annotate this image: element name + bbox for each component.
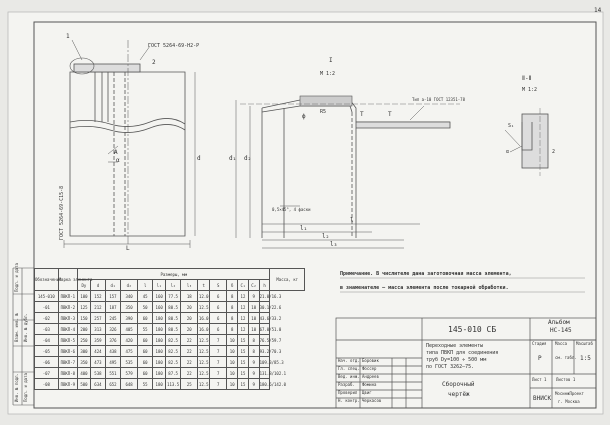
table-cell: 60 xyxy=(138,357,153,368)
dimensions-table xyxy=(34,268,305,390)
table-cell: -07 xyxy=(35,368,59,379)
drawing-code: 145-010 СБ xyxy=(448,325,497,334)
signer-role: Н. контр. xyxy=(338,398,360,403)
table-cell: 180 xyxy=(153,324,166,335)
dim-col-header: d₂ xyxy=(120,280,137,291)
table-cell: 8 xyxy=(227,291,238,302)
col-mass: Масса, кг xyxy=(270,269,305,291)
dim-col-header: t xyxy=(198,280,210,291)
table-cell: 55 xyxy=(138,324,153,335)
dim-L: L xyxy=(126,245,130,252)
table-cell: 9 xyxy=(248,291,259,302)
sheets-label: Листов 1 xyxy=(556,377,576,382)
table-cell: 7 xyxy=(210,379,227,390)
table-cell: 212 xyxy=(90,302,105,313)
description-3: труб Dy=100 ÷ 500 мм xyxy=(426,357,487,363)
table-cell: 424 xyxy=(90,346,105,357)
scale-label: Масштаб xyxy=(576,341,593,346)
table-cell: 500 xyxy=(77,379,90,390)
detail-label-d1: d₁ xyxy=(229,155,237,162)
table-cell: 21.0/16.3 xyxy=(259,291,270,302)
table-cell: 475 xyxy=(120,346,137,357)
mass-label: Масса xyxy=(555,341,568,346)
table-cell: 15 xyxy=(238,379,249,390)
table-cell: -08 xyxy=(35,379,59,390)
description-2: типа ПВКП для соединения xyxy=(426,350,499,356)
mark-a: А xyxy=(114,149,118,156)
table-cell: ПВКП-2 xyxy=(58,302,77,313)
table-cell: 7 xyxy=(210,368,227,379)
signer-name: Боровик xyxy=(362,358,379,363)
table-cell: ПВКП-9 xyxy=(58,379,77,390)
table-cell: 12.5 xyxy=(198,379,210,390)
table-cell: 10 xyxy=(227,335,238,346)
signer-name: Андреев xyxy=(362,374,379,379)
album-label: Альбом xyxy=(548,319,570,326)
detail-scale: М 1:2 xyxy=(320,71,336,77)
table-cell: 16.0 xyxy=(198,324,210,335)
table-cell: 6 xyxy=(210,324,227,335)
signer-role: Гл. спец. xyxy=(338,366,360,371)
drawing-name-2: чертёж xyxy=(448,391,470,398)
signer-name: Черкасов xyxy=(362,398,382,403)
table-cell: 22 xyxy=(181,357,198,368)
signer-role: Вед. инж. xyxy=(338,374,360,379)
table-cell: 55 xyxy=(138,379,153,390)
margin-label-2: Подп. и дата xyxy=(23,373,28,402)
mark-alpha: α xyxy=(116,157,120,164)
table-cell: 15 xyxy=(238,368,249,379)
table-cell: 93.2/70.3 xyxy=(259,346,270,357)
description-1: Переходные элементы xyxy=(426,343,484,349)
table-cell: -01 xyxy=(35,302,59,313)
drawing-name-1: Сборочный xyxy=(442,381,475,388)
table-cell: -05 xyxy=(35,346,59,357)
table-cell: 538 xyxy=(90,368,105,379)
detail-label-r5: R5 xyxy=(320,109,327,115)
table-cell: 12.5 xyxy=(198,357,210,368)
table-cell: 376 xyxy=(105,335,120,346)
table-cell: 535 xyxy=(120,357,137,368)
table-cell: 187 xyxy=(105,302,120,313)
stage-label: Стадия xyxy=(532,341,547,346)
page-number: 14 xyxy=(594,7,602,14)
table-cell: 7 xyxy=(210,335,227,346)
org-name-1: МосинжПроект xyxy=(555,391,584,396)
margin-label-3: Взам. инв. № xyxy=(14,313,19,342)
table-cell: 60 xyxy=(138,346,153,357)
table-cell: ПВКП-5 xyxy=(58,335,77,346)
table-cell: 473 xyxy=(90,357,105,368)
table-cell: 15 xyxy=(238,357,249,368)
dim-col-header: C₁ xyxy=(238,280,249,291)
detail-label-l2: l₂ xyxy=(322,233,330,240)
table-cell: 180 xyxy=(153,313,166,324)
album-code: НС-145 xyxy=(550,327,572,334)
table-cell: 160 xyxy=(153,291,166,302)
table-cell: 400 xyxy=(77,368,90,379)
table-cell: 12.0 xyxy=(198,291,210,302)
table-cell: 109.3/85.3 xyxy=(259,357,270,368)
table-cell: 16.0 xyxy=(198,313,210,324)
table-cell: 12 xyxy=(238,313,249,324)
table-cell: 12 xyxy=(238,324,249,335)
table-cell: 43.6/33.2 xyxy=(259,313,270,324)
description-4: по ГОСТ 3262–75. xyxy=(426,364,475,370)
table-row xyxy=(35,313,305,324)
table-cell: 12.5 xyxy=(198,335,210,346)
table-cell: 125 xyxy=(77,302,90,313)
table-cell: 180 xyxy=(153,357,166,368)
table-row xyxy=(35,357,305,368)
table-cell: 20 xyxy=(181,302,198,313)
table-cell: 60 xyxy=(138,368,153,379)
table-cell: 15 xyxy=(238,335,249,346)
table-cell: 245 xyxy=(105,313,120,324)
table-cell: 9 xyxy=(248,357,259,368)
table-cell: 100 xyxy=(77,291,90,302)
table-cell: 6 xyxy=(210,291,227,302)
table-cell: 9 xyxy=(248,379,259,390)
table-cell: 359 xyxy=(90,335,105,346)
table-cell: 10 xyxy=(227,368,238,379)
table-row xyxy=(35,379,305,390)
table-cell: 180 xyxy=(153,368,166,379)
org-code: ВНИСК xyxy=(533,395,552,402)
detail-label-t1: Т xyxy=(360,111,364,118)
table-cell: 405 xyxy=(120,324,137,335)
signer-role: Проверил xyxy=(338,390,358,395)
table-cell: 257 xyxy=(90,313,105,324)
table-cell: ПВКП-3 xyxy=(58,313,77,324)
dim-col-header: l₁ xyxy=(153,280,166,291)
table-row xyxy=(35,291,305,302)
table-cell: 82.5 xyxy=(166,346,181,357)
table-cell: 300 xyxy=(77,346,90,357)
callout-2: 2 xyxy=(152,59,156,66)
dim-col-header: l₃ xyxy=(181,280,198,291)
detail-title: I xyxy=(329,57,333,64)
scale-value: 1:5 xyxy=(580,355,591,362)
table-cell: 157 xyxy=(105,291,120,302)
table-cell: 634 xyxy=(90,379,105,390)
table-cell: 22 xyxy=(181,368,198,379)
table-cell: 340 xyxy=(120,291,137,302)
table-cell: 22 xyxy=(181,346,198,357)
org-name-2: г. Москва xyxy=(558,399,580,404)
table-cell: 12.5 xyxy=(198,302,210,313)
table-cell: 9 xyxy=(248,368,259,379)
table-cell: 420 xyxy=(120,335,137,346)
table-cell: 579 xyxy=(120,368,137,379)
section-scale: М 1:2 xyxy=(522,87,538,93)
table-cell: 6 xyxy=(210,302,227,313)
table-cell: 495 xyxy=(105,357,120,368)
table-cell: 7 xyxy=(210,346,227,357)
table-row xyxy=(35,368,305,379)
table-cell: 76.5/59.7 xyxy=(259,335,270,346)
table-cell: 60 xyxy=(138,313,153,324)
table-cell: -03 xyxy=(35,324,59,335)
table-cell: 20 xyxy=(181,324,198,335)
table-cell: ПВКП-4 xyxy=(58,324,77,335)
table-cell: 12 xyxy=(238,291,249,302)
table-cell: 8 xyxy=(248,346,259,357)
table-cell: 45 xyxy=(138,291,153,302)
section-label-alpha: α xyxy=(506,149,510,155)
table-cell: -02 xyxy=(35,313,59,324)
stage-value: Р xyxy=(538,355,542,362)
table-cell: 82.5 xyxy=(166,335,181,346)
table-cell: 180 xyxy=(153,346,166,357)
dim-col-header: S xyxy=(210,280,227,291)
table-cell: 390 xyxy=(120,313,137,324)
chamfer-note: 0,5×45°, 4 фаски xyxy=(272,207,311,212)
table-cell: ПВКП-6 xyxy=(58,346,77,357)
table-body xyxy=(35,291,305,390)
table-cell: 8 xyxy=(227,302,238,313)
col-designation: Обозначение xyxy=(35,269,59,291)
margin-label-4: Инв. № дубл. xyxy=(23,313,28,342)
table-cell: 131.8/102.1 xyxy=(259,368,270,379)
signer-role: Разраб. xyxy=(338,382,355,387)
table-cell: 350 xyxy=(120,302,137,313)
table-row xyxy=(35,324,305,335)
table-cell: 6 xyxy=(210,313,227,324)
table-cell: 10 xyxy=(227,346,238,357)
table-row xyxy=(35,346,305,357)
table-cell: 648 xyxy=(120,379,137,390)
table-cell: 438 xyxy=(105,346,120,357)
table-cell: 15 xyxy=(238,346,249,357)
note-line-1: Примечание. В числителе дана заготовочная масса элемента, xyxy=(340,271,512,277)
table-cell: 180.6/142.0 xyxy=(259,379,270,390)
table-cell: 10 xyxy=(227,379,238,390)
dim-d: d xyxy=(197,155,201,162)
mass-value: см. табл. xyxy=(555,355,577,360)
detail-label-l1: l₁ xyxy=(300,225,308,232)
table-cell: 22 xyxy=(181,335,198,346)
table-cell: 8 xyxy=(248,335,259,346)
table-cell: 12.5 xyxy=(198,346,210,357)
table-cell: 8 xyxy=(227,324,238,335)
table-cell: 160 xyxy=(153,302,166,313)
table-cell: ПВКП-8 xyxy=(58,368,77,379)
table-cell: 145-010 xyxy=(35,291,59,302)
table-cell: 551 xyxy=(105,368,120,379)
table-row xyxy=(35,335,305,346)
table-cell: 113.5 xyxy=(166,379,181,390)
side-gost-label: ГОСТ 5264-69-С15-8 xyxy=(59,185,65,240)
gost-label: ГОСТ 5264-69-Н2-Р xyxy=(148,43,200,49)
table-cell: 12 xyxy=(238,302,249,313)
detail-label-t2: Т xyxy=(388,111,392,118)
section-label-s1: S₁ xyxy=(508,123,515,129)
table-cell: ПВКП-1 xyxy=(58,291,77,302)
dim-col-header: C₂ xyxy=(248,280,259,291)
detail-label-d2: d₂ xyxy=(244,155,252,162)
table-cell: 77.5 xyxy=(166,291,181,302)
callout-1: 1 xyxy=(66,33,70,40)
table-cell: 152 xyxy=(90,291,105,302)
section-label-2: 2 xyxy=(552,149,556,155)
note-line-2: в знаменателе – масса элемента после токарной обработки. xyxy=(340,285,509,291)
dim-col-header: Dy xyxy=(77,280,90,291)
table-cell: 80.5 xyxy=(166,324,181,335)
table-cell: 10 xyxy=(248,324,259,335)
table-cell: 250 xyxy=(77,335,90,346)
sheet-label: Лист 1 xyxy=(532,377,547,382)
dim-col-header: h xyxy=(259,280,270,291)
signer-role: Нач. отд. xyxy=(338,358,360,363)
dim-col-header: l₂ xyxy=(166,280,181,291)
table-cell: 150 xyxy=(77,313,90,324)
table-cell: 350 xyxy=(77,357,90,368)
table-cell: 80.5 xyxy=(166,313,181,324)
table-cell: 20 xyxy=(181,313,198,324)
table-cell: 10 xyxy=(248,302,259,313)
signer-name: Фоссер xyxy=(362,366,377,371)
margin-label-5: Подп. и дата xyxy=(14,263,19,292)
table-cell: 12.5 xyxy=(198,368,210,379)
dim-col-header: l xyxy=(138,280,153,291)
table-cell: 10 xyxy=(248,313,259,324)
weld-note: Тип а-10 ГОСТ 12351-78 xyxy=(412,97,465,102)
table-cell: 326 xyxy=(105,324,120,335)
signer-name: Фомина xyxy=(362,382,377,387)
table-cell: 30.1/22.6 xyxy=(259,302,270,313)
dim-col-header: d xyxy=(90,280,105,291)
table-cell: 10 xyxy=(227,357,238,368)
detail-label-phi: ϕ xyxy=(302,113,306,120)
table-cell: 87.5 xyxy=(166,368,181,379)
table-cell: 80.5 xyxy=(166,302,181,313)
table-cell: -04 xyxy=(35,335,59,346)
table-cell: 18 xyxy=(181,291,198,302)
table-cell: 652 xyxy=(105,379,120,390)
table-cell: 60 xyxy=(138,335,153,346)
dim-col-header: d₁ xyxy=(105,280,120,291)
col-mark: Марка элемента xyxy=(58,269,77,291)
table-cell: 7 xyxy=(210,357,227,368)
table-cell: ПВКП-7 xyxy=(58,357,77,368)
signer-name: Цвиг xyxy=(362,390,372,395)
detail-label-l: l xyxy=(350,217,354,224)
table-cell: -06 xyxy=(35,357,59,368)
table-cell: 25 xyxy=(181,379,198,390)
section-title: Ⅱ-Ⅱ xyxy=(522,75,532,82)
table-cell: 313 xyxy=(90,324,105,335)
dim-col-header: δ xyxy=(227,280,238,291)
table-cell: 200 xyxy=(77,324,90,335)
table-cell: 50 xyxy=(138,302,153,313)
table-cell: 82.5 xyxy=(166,357,181,368)
table-cell: 67.0/51.0 xyxy=(259,324,270,335)
table-row xyxy=(35,302,305,313)
table-cell: 180 xyxy=(153,335,166,346)
detail-label-l3: l₃ xyxy=(330,241,338,248)
col-dimensions: Размеры, мм xyxy=(77,269,270,280)
table-cell: 180 xyxy=(153,379,166,390)
margin-label-1: Инв. № подл. xyxy=(14,373,19,402)
table-cell: 8 xyxy=(227,313,238,324)
